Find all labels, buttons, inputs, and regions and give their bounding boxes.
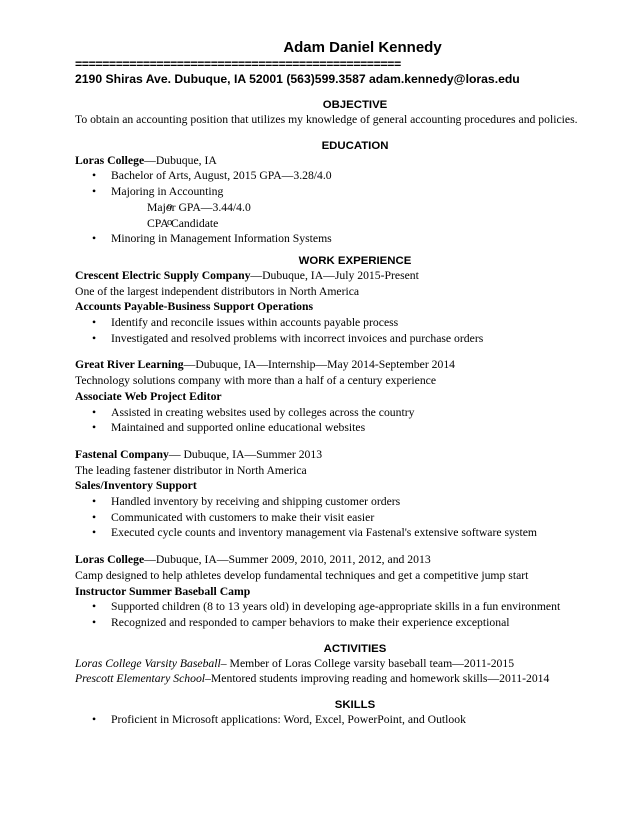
job-details: —Dubuque, IA—July 2015-Present bbox=[250, 268, 419, 282]
skill-item: • Proficient in Microsoft applications: Word, Excel, PowerPoint, and Outlook bbox=[75, 712, 605, 728]
education-school-line bbox=[75, 153, 605, 169]
job-entry bbox=[75, 268, 605, 347]
job-entry bbox=[75, 447, 605, 541]
job-bullet: • Investigated and resolved problems with incorrect invoices and purchase orders bbox=[75, 331, 605, 347]
job-description: Camp designed to help athletes develop fundamental techniques and get a competitive jump start bbox=[75, 568, 529, 582]
resume-page bbox=[75, 38, 605, 728]
job-header bbox=[75, 268, 605, 284]
job-header bbox=[75, 552, 605, 568]
activity-org: Loras College Varsity Baseball bbox=[75, 656, 221, 670]
job-details: — Dubuque, IA—Summer 2013 bbox=[168, 447, 323, 461]
job-company: Great River Learning bbox=[75, 358, 184, 372]
job-entry bbox=[75, 357, 605, 436]
activities-heading: ACTIVITIES bbox=[323, 642, 387, 655]
job-bullet: • Identify and reconcile issues within accounts payable process bbox=[75, 315, 605, 331]
job-description: One of the largest independent distributors in North America bbox=[75, 284, 360, 298]
job-bullet: • Maintained and supported online educational websites bbox=[75, 420, 605, 436]
activity-org: Prescott Elementary School bbox=[75, 672, 206, 686]
education-list bbox=[75, 168, 605, 247]
header-divider: ================================================ bbox=[75, 57, 401, 71]
education-minor: • Minoring in Management Information Systems bbox=[75, 231, 605, 247]
job-entry bbox=[75, 552, 605, 631]
skills-heading: SKILLS bbox=[334, 699, 376, 712]
experience-heading: WORK EXPERIENCE bbox=[298, 254, 412, 267]
activity-item: Prescott Elementary School–Mentored students improving reading and homework skills—2011-2014 bbox=[75, 672, 550, 686]
job-title: Instructor Summer Baseball Camp bbox=[75, 584, 251, 598]
job-company: Loras College bbox=[75, 553, 145, 567]
job-description: The leading fastener distributor in North America bbox=[75, 463, 307, 477]
job-title: Accounts Payable-Business Support Operations bbox=[75, 300, 314, 314]
objective-text: To obtain an accounting position that utilizes my knowledge of general accounting procedures and policies. bbox=[75, 113, 578, 126]
objective-heading: OBJECTIVE bbox=[322, 99, 388, 111]
applicant-name: Adam Daniel Kennedy bbox=[283, 39, 442, 56]
job-company: Crescent Electric Supply Company bbox=[75, 268, 251, 282]
job-bullet: • Communicated with customers to make their visit easier bbox=[75, 510, 605, 526]
job-details: —Dubuque, IA—Internship—May 2014-September 2014 bbox=[183, 358, 456, 372]
education-major: • Majoring in Accounting o Major GPA—3.44/4.0 o CPA Candidate bbox=[75, 184, 605, 231]
education-cpa: o CPA Candidate bbox=[111, 216, 605, 232]
job-header bbox=[75, 447, 605, 463]
education-location: —Dubuque, IA bbox=[144, 153, 217, 167]
job-company: Fastenal Company bbox=[75, 447, 169, 461]
contact-line: 2190 Shiras Ave. Dubuque, IA 52001 (563)599.3587 adam.kennedy@loras.edu bbox=[75, 72, 520, 86]
job-bullet: • Assisted in creating websites used by colleges across the country bbox=[75, 405, 605, 421]
job-title: Sales/Inventory Support bbox=[75, 479, 197, 493]
job-header bbox=[75, 357, 605, 373]
activity-item: Loras College Varsity Baseball– Member of Loras College varsity baseball team—2011-2015 bbox=[75, 656, 515, 670]
education-major-gpa: o Major GPA—3.44/4.0 bbox=[111, 200, 605, 216]
education-school: Loras College bbox=[75, 153, 145, 167]
education-degree: • Bachelor of Arts, August, 2015 GPA—3.28/4.0 bbox=[75, 168, 605, 184]
job-details: —Dubuque, IA—Summer 2009, 2010, 2011, 2012, and 2013 bbox=[144, 553, 431, 567]
job-bullet: • Executed cycle counts and inventory management via Fastenal's extensive software system bbox=[75, 525, 605, 541]
job-bullet: • Supported children (8 to 13 years old) in developing age-appropriate skills in a fun environment bbox=[75, 599, 605, 615]
job-bullet: • Handled inventory by receiving and shipping customer orders bbox=[75, 494, 605, 510]
job-bullet: • Recognized and responded to camper behaviors to make their experience exceptional bbox=[75, 615, 605, 631]
job-description: Technology solutions company with more than a half of a century experience bbox=[75, 374, 437, 388]
job-title: Associate Web Project Editor bbox=[75, 389, 222, 403]
education-heading: EDUCATION bbox=[321, 139, 389, 152]
skills-list bbox=[75, 712, 605, 728]
